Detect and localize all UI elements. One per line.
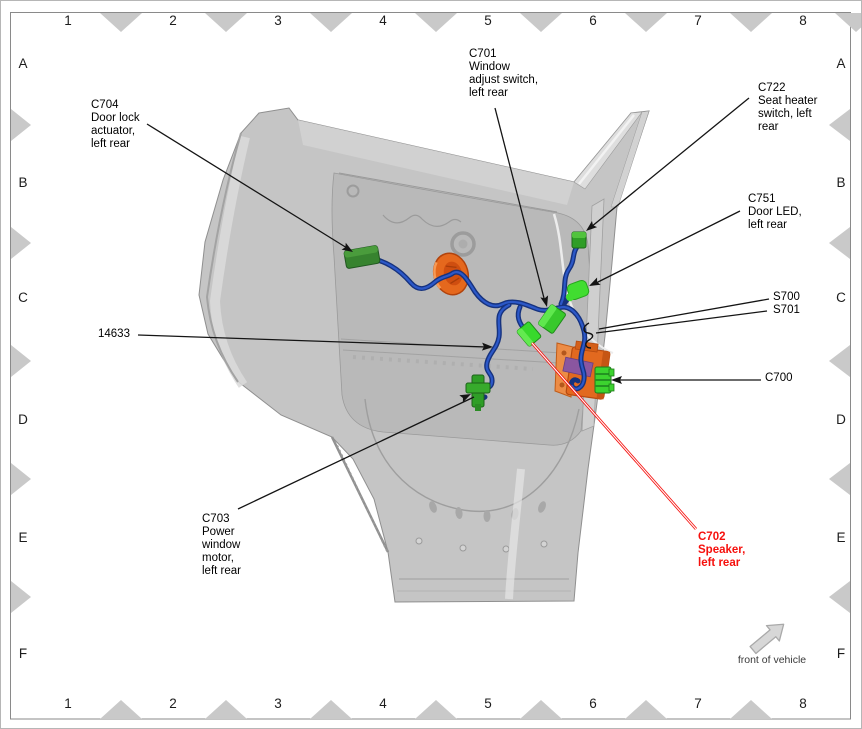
grid-col-4-top: 4	[379, 13, 387, 28]
grid-marker-bottom-icon	[625, 700, 667, 719]
grid-marker-left-icon	[11, 227, 31, 259]
grid-col-3-bottom: 3	[274, 696, 282, 711]
c722-connector	[572, 232, 586, 248]
grid-marker-bottom-icon	[520, 700, 562, 719]
harness-part-number: 14633	[98, 328, 130, 340]
grid-marker-top-icon	[310, 13, 352, 32]
grid-marker-right-icon	[829, 581, 850, 613]
callout-c703: C703 Power window motor, left rear	[202, 513, 241, 577]
connector-code: C722	[758, 82, 786, 94]
grid-row-d-left: D	[18, 412, 28, 427]
grid-marker-bottom-icon	[415, 700, 457, 719]
grid-col-1-top: 1	[64, 13, 72, 28]
grid-row-b-left: B	[18, 175, 28, 190]
grid-col-7-top: 7	[694, 13, 702, 28]
grid-marker-right-icon	[829, 463, 850, 495]
grid-col-5-bottom: 5	[484, 696, 492, 711]
grid-marker-left-icon	[11, 109, 31, 141]
connector-code: C701	[469, 48, 497, 60]
grid-row-a-left: A	[18, 56, 28, 71]
splice-code: S701	[773, 304, 800, 316]
grid-marker-top-icon	[100, 13, 142, 32]
grid-col-3-top: 3	[274, 13, 282, 28]
grid-marker-bottom-icon	[310, 700, 352, 719]
grid-col-4-bottom: 4	[379, 696, 387, 711]
callout-c701: C701 Window adjust switch, left rear	[469, 48, 539, 99]
grid-col-6-bottom: 6	[589, 696, 597, 711]
callout-14633	[98, 328, 130, 341]
grid-marker-top-icon	[730, 13, 772, 32]
grid-row-f-left: F	[18, 646, 28, 661]
front-of-vehicle-arrow-icon	[747, 617, 790, 658]
callout-c751: C751 Door LED, left rear	[748, 193, 802, 231]
grid-marker-top-icon	[835, 13, 862, 32]
grid-row-d-right: D	[836, 412, 846, 427]
grid-marker-top-icon	[625, 13, 667, 32]
grid-col-8-top: 8	[799, 13, 807, 28]
grid-col-2-bottom: 2	[169, 696, 177, 711]
grid-row-c-left: C	[18, 290, 28, 305]
callout-c722: C722 Seat heater switch, left rear	[758, 82, 818, 133]
grid-marker-right-icon	[829, 109, 850, 141]
grid-marker-left-icon	[11, 581, 31, 613]
grid-row-e-right: E	[836, 530, 846, 545]
connector-code: C703	[202, 513, 230, 525]
connector-code: C704	[91, 99, 119, 111]
grid-marker-left-icon	[11, 345, 31, 377]
grid-col-1-bottom: 1	[64, 696, 72, 711]
grid-col-6-top: 6	[589, 13, 597, 28]
front-of-vehicle-label: front of vehicle	[737, 654, 807, 666]
grid-col-5-top: 5	[484, 13, 492, 28]
grid-row-b-right: B	[836, 175, 846, 190]
callout-c702: C702 Speaker, left rear	[698, 531, 746, 569]
grid-row-f-right: F	[836, 646, 846, 661]
grid-row-c-right: C	[836, 290, 846, 305]
grid-marker-top-icon	[415, 13, 457, 32]
callout-s700-s701	[773, 291, 800, 317]
grid-marker-bottom-icon	[730, 700, 772, 719]
splice-code: S700	[773, 291, 800, 303]
grid-col-7-bottom: 7	[694, 696, 702, 711]
connector-code: C700	[765, 372, 793, 384]
grid-marker-top-icon	[205, 13, 247, 32]
grid-col-2-top: 2	[169, 13, 177, 28]
grid-marker-right-icon	[829, 227, 850, 259]
grid-col-8-bottom: 8	[799, 696, 807, 711]
callout-c700	[765, 372, 793, 385]
grid-row-a-right: A	[836, 56, 846, 71]
grid-row-e-left: E	[18, 530, 28, 545]
grid-marker-right-icon	[829, 345, 850, 377]
grid-marker-top-icon	[520, 13, 562, 32]
grid-marker-left-icon	[11, 463, 31, 495]
grid-marker-bottom-icon	[100, 700, 142, 719]
grid-marker-bottom-icon	[205, 700, 247, 719]
callout-c704: C704 Door lock actuator, left rear	[91, 99, 140, 150]
connector-code: C751	[748, 193, 776, 205]
connector-code: C702	[698, 531, 726, 543]
